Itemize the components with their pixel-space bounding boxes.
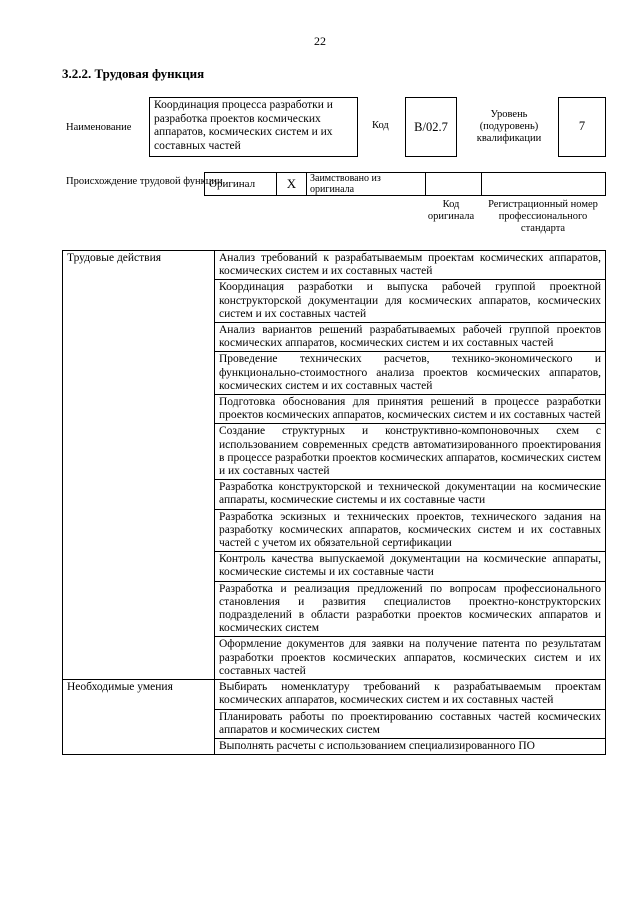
item-cell: Выполнять расчеты с использованием специализированного ПО xyxy=(215,738,606,754)
reg-number-label: Регистрационный номер профессионального стандарта xyxy=(488,199,598,234)
item-cell: Анализ требований к разрабатываемым проектам космических аппаратов, космических систем и их составных частей xyxy=(215,251,606,280)
item-cell: Разработка конструкторской и технической документации на космические аппараты, космические системы и их составные части xyxy=(215,480,606,509)
category-cell: Необходимые умения xyxy=(63,680,215,755)
origin-label xyxy=(66,176,223,188)
name-label: Наименование xyxy=(66,122,132,133)
section-title: 3.2.2. Трудовая функция xyxy=(62,66,205,81)
origin-code-cell xyxy=(426,173,482,195)
item-cell: Контроль качества выпускаемой документации на космические аппараты, космические системы и их составные части xyxy=(215,552,606,581)
qualification-level-label: Уровень (подуровень) квалификации xyxy=(476,109,542,144)
item-cell: Проведение технических расчетов, технико-экономического и функционально-стоимостного анализа проектов космических аппаратов, космических систем и их составных частей xyxy=(215,352,606,395)
item-cell: Разработка эскизных и технических проектов, технического задания на разработку космических аппаратов, космических систем и их составных частей с учетом их обязательной сертификации xyxy=(215,509,606,552)
origin-original-cell: Оригинал xyxy=(205,173,277,195)
item-cell: Оформление документов для заявки на получение патента по результатам разработки проектов космических аппаратов, космических систем и их составных частей xyxy=(215,637,606,680)
origin-label-text: Происхождение трудовой функции xyxy=(66,176,223,187)
qualification-level-value: 7 xyxy=(558,97,606,157)
item-cell: Подготовка обоснования для принятия решений в процессе разработки проектов космических аппаратов, космических систем и их составных частей xyxy=(215,395,606,424)
item-cell: Планировать работы по проектированию составных частей космических аппаратов и космических систем xyxy=(215,709,606,738)
item-cell: Анализ вариантов решений разрабатываемых рабочей группой проектов космических аппаратов, космических систем и их составных частей xyxy=(215,323,606,352)
item-cell: Разработка и реализация предложений по вопросам профессионального становления и развития специалистов проектно-конструкторских подразделений в области разработки проектов космических аппаратов и космических систем xyxy=(215,581,606,637)
table-row xyxy=(63,680,606,709)
labor-function-table xyxy=(62,250,606,755)
code-value: B/02.7 xyxy=(405,97,457,157)
origin-reg-number-cell xyxy=(482,173,605,195)
item-cell: Выбирать номенклатуру требований к разрабатываемым проектам космических аппаратов, космических систем и их составных частей xyxy=(215,680,606,709)
origin-row xyxy=(204,172,606,196)
item-cell: Координация разработки и выпуска рабочей группой проектной конструкторской документации для космических аппаратов, космических систем и их составных частей xyxy=(215,280,606,323)
code-label: Код xyxy=(372,120,389,131)
table-row xyxy=(63,251,606,280)
code-origin-label: Код оригинала xyxy=(427,199,475,222)
item-cell: Создание структурных и конструктивно-компоновочных схем с использованием современных средств автоматизированного проектирования в процессе разработки проектов космических аппаратов, космических систем и их составных частей xyxy=(215,424,606,480)
page-number: 22 xyxy=(314,34,326,48)
category-cell: Трудовые действия xyxy=(63,251,215,680)
origin-borrowed-cell: Заимствовано из оригинала xyxy=(307,173,426,195)
origin-mark-cell: X xyxy=(277,173,307,195)
function-name-value: Координация процесса разработки и разработка проектов космических аппаратов, космических систем и их составных частей xyxy=(149,97,358,157)
